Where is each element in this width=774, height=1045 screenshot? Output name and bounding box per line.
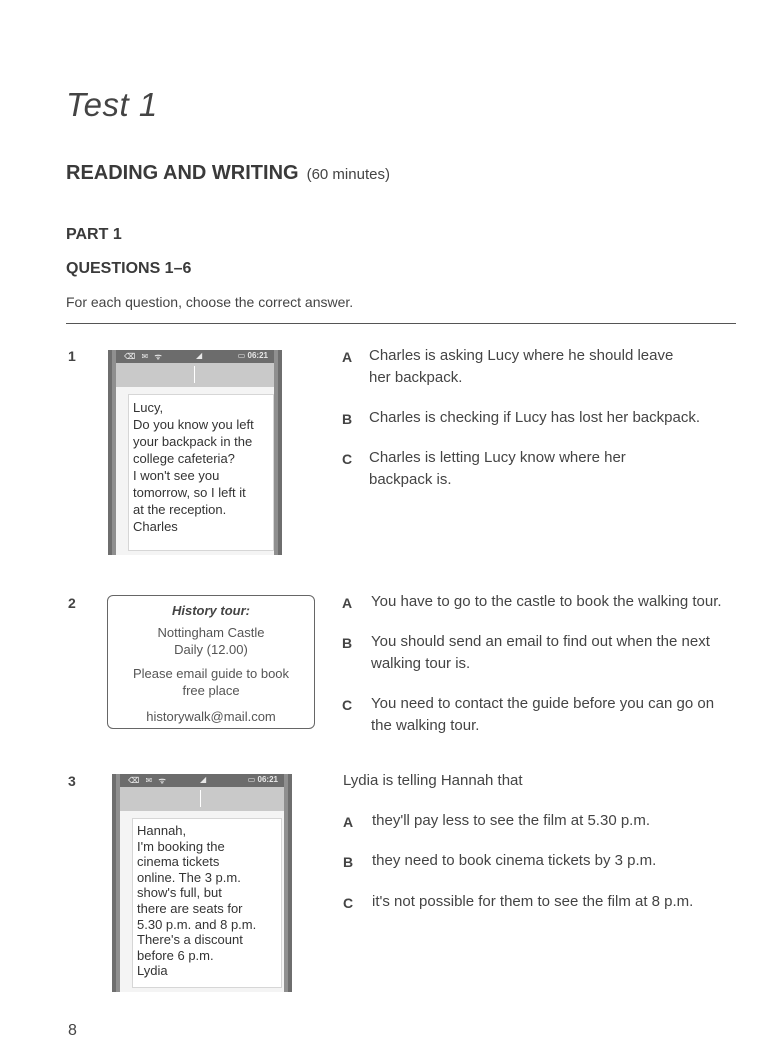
notice-location bbox=[108, 624, 314, 658]
message-line: There's a discount bbox=[137, 932, 243, 948]
q2-option-a-letter: A bbox=[342, 595, 353, 611]
q1-option-b-letter: B bbox=[342, 411, 353, 427]
notice-line: free place bbox=[182, 683, 240, 698]
message-line: I'm booking the bbox=[137, 838, 225, 854]
option-line: You should send an email to find out when the next bbox=[371, 633, 710, 650]
q3-option-c-text: it's not possible for them to see the film at 8 p.m. bbox=[372, 893, 694, 910]
status-time: 06:21 bbox=[257, 775, 278, 784]
message-line: Charles bbox=[133, 519, 178, 534]
phone-message-q1 bbox=[108, 350, 282, 555]
notice-email: historywalk@mail.com bbox=[146, 709, 276, 724]
question-number-1: 1 bbox=[68, 348, 76, 364]
phone-message-q3 bbox=[112, 774, 292, 992]
q3-option-b-text: they need to book cinema tickets by 3 p.m. bbox=[372, 852, 657, 869]
notice-title: History tour: bbox=[172, 603, 250, 618]
notice-line: Please email guide to book bbox=[132, 666, 290, 681]
message-line: show's full, but bbox=[137, 885, 222, 901]
q1-option-b-text: Charles is checking if Lucy has lost her backpack. bbox=[369, 409, 700, 426]
message-text-q1 bbox=[128, 394, 274, 551]
phone-frame-right bbox=[288, 774, 292, 992]
notice-line: Nottingham Castle bbox=[157, 625, 265, 640]
message-line: I won't see you bbox=[133, 468, 220, 483]
notice-booking bbox=[108, 665, 314, 699]
message-header bbox=[120, 787, 284, 811]
status-icons: ⌫ ✉ ᯤ bbox=[128, 776, 168, 785]
section-duration: (60 minutes) bbox=[306, 166, 390, 183]
status-bar bbox=[116, 350, 274, 363]
divider-line bbox=[66, 323, 736, 324]
q1-option-a-text bbox=[369, 345, 673, 389]
message-line: Lydia bbox=[137, 963, 168, 979]
history-tour-notice bbox=[107, 595, 315, 729]
status-bar bbox=[120, 774, 284, 787]
option-line: Charles is asking Lucy where he should leave bbox=[369, 347, 674, 364]
message-line: 5.30 p.m. and 8 p.m. bbox=[137, 916, 257, 932]
q3-stem: Lydia is telling Hannah that bbox=[343, 772, 523, 789]
message-line: your backpack in the bbox=[133, 434, 253, 449]
message-line: at the reception. bbox=[133, 502, 227, 517]
part-heading: PART 1 bbox=[66, 226, 122, 243]
q3-option-a-text: they'll pay less to see the film at 5.30 p.m. bbox=[372, 812, 650, 829]
option-line: backpack is. bbox=[369, 471, 452, 488]
phone-screen bbox=[116, 350, 274, 555]
message-line: cinema tickets bbox=[137, 854, 220, 870]
message-line: tomorrow, so I left it bbox=[133, 485, 246, 500]
message-line: Lucy, bbox=[133, 400, 164, 415]
q3-option-c-letter: C bbox=[343, 895, 354, 911]
message-text-q3 bbox=[132, 818, 282, 988]
notice-line: Daily (12.00) bbox=[174, 642, 248, 657]
signal-icon: ◢ bbox=[200, 775, 207, 784]
q2-option-b-letter: B bbox=[342, 635, 353, 651]
text-cursor bbox=[194, 366, 195, 383]
message-line: online. The 3 p.m. bbox=[137, 869, 241, 885]
test-title: Test 1 bbox=[66, 86, 158, 123]
battery-clock: ▭ 06:21 bbox=[237, 351, 268, 360]
q2-option-c-text bbox=[371, 693, 714, 737]
q3-option-a-letter: A bbox=[343, 814, 354, 830]
signal-icon: ◢ bbox=[196, 351, 203, 360]
battery-clock: ▭ 06:21 bbox=[247, 775, 278, 784]
phone-frame-left bbox=[108, 350, 112, 555]
phone-frame-left bbox=[112, 774, 116, 992]
q2-option-a-text: You have to go to the castle to book the walking tour. bbox=[371, 593, 722, 610]
option-line: her backpack. bbox=[369, 369, 463, 386]
option-line: Charles is letting Lucy know where her bbox=[369, 449, 626, 466]
option-line: walking tour is. bbox=[371, 655, 471, 672]
message-line: there are seats for bbox=[137, 900, 243, 916]
message-line: college cafeteria? bbox=[133, 451, 235, 466]
section-title-text: READING AND WRITING bbox=[66, 162, 299, 184]
phone-frame-right bbox=[278, 350, 282, 555]
status-icons: ⌫ ✉ ᯤ bbox=[124, 352, 164, 361]
question-number-3: 3 bbox=[68, 773, 76, 789]
text-cursor bbox=[200, 790, 201, 807]
section-title bbox=[66, 162, 390, 185]
instruction-text: For each question, choose the correct answer. bbox=[66, 294, 354, 310]
q3-option-b-letter: B bbox=[343, 854, 354, 870]
option-line: You need to contact the guide before you can go on bbox=[371, 695, 715, 712]
q1-option-a-letter: A bbox=[342, 349, 353, 365]
status-time: 06:21 bbox=[247, 351, 268, 360]
q2-option-b-text bbox=[371, 631, 710, 675]
message-header bbox=[116, 363, 274, 387]
message-line: Hannah, bbox=[137, 823, 187, 838]
option-line: the walking tour. bbox=[371, 717, 480, 734]
message-line: before 6 p.m. bbox=[137, 947, 214, 963]
question-number-2: 2 bbox=[68, 595, 76, 611]
page-number: 8 bbox=[68, 1022, 77, 1039]
message-line: Do you know you left bbox=[133, 417, 254, 432]
phone-screen bbox=[120, 774, 284, 992]
q1-option-c-text bbox=[369, 447, 626, 491]
q1-option-c-letter: C bbox=[342, 451, 353, 467]
questions-heading: QUESTIONS 1–6 bbox=[66, 260, 192, 277]
q2-option-c-letter: C bbox=[342, 697, 353, 713]
